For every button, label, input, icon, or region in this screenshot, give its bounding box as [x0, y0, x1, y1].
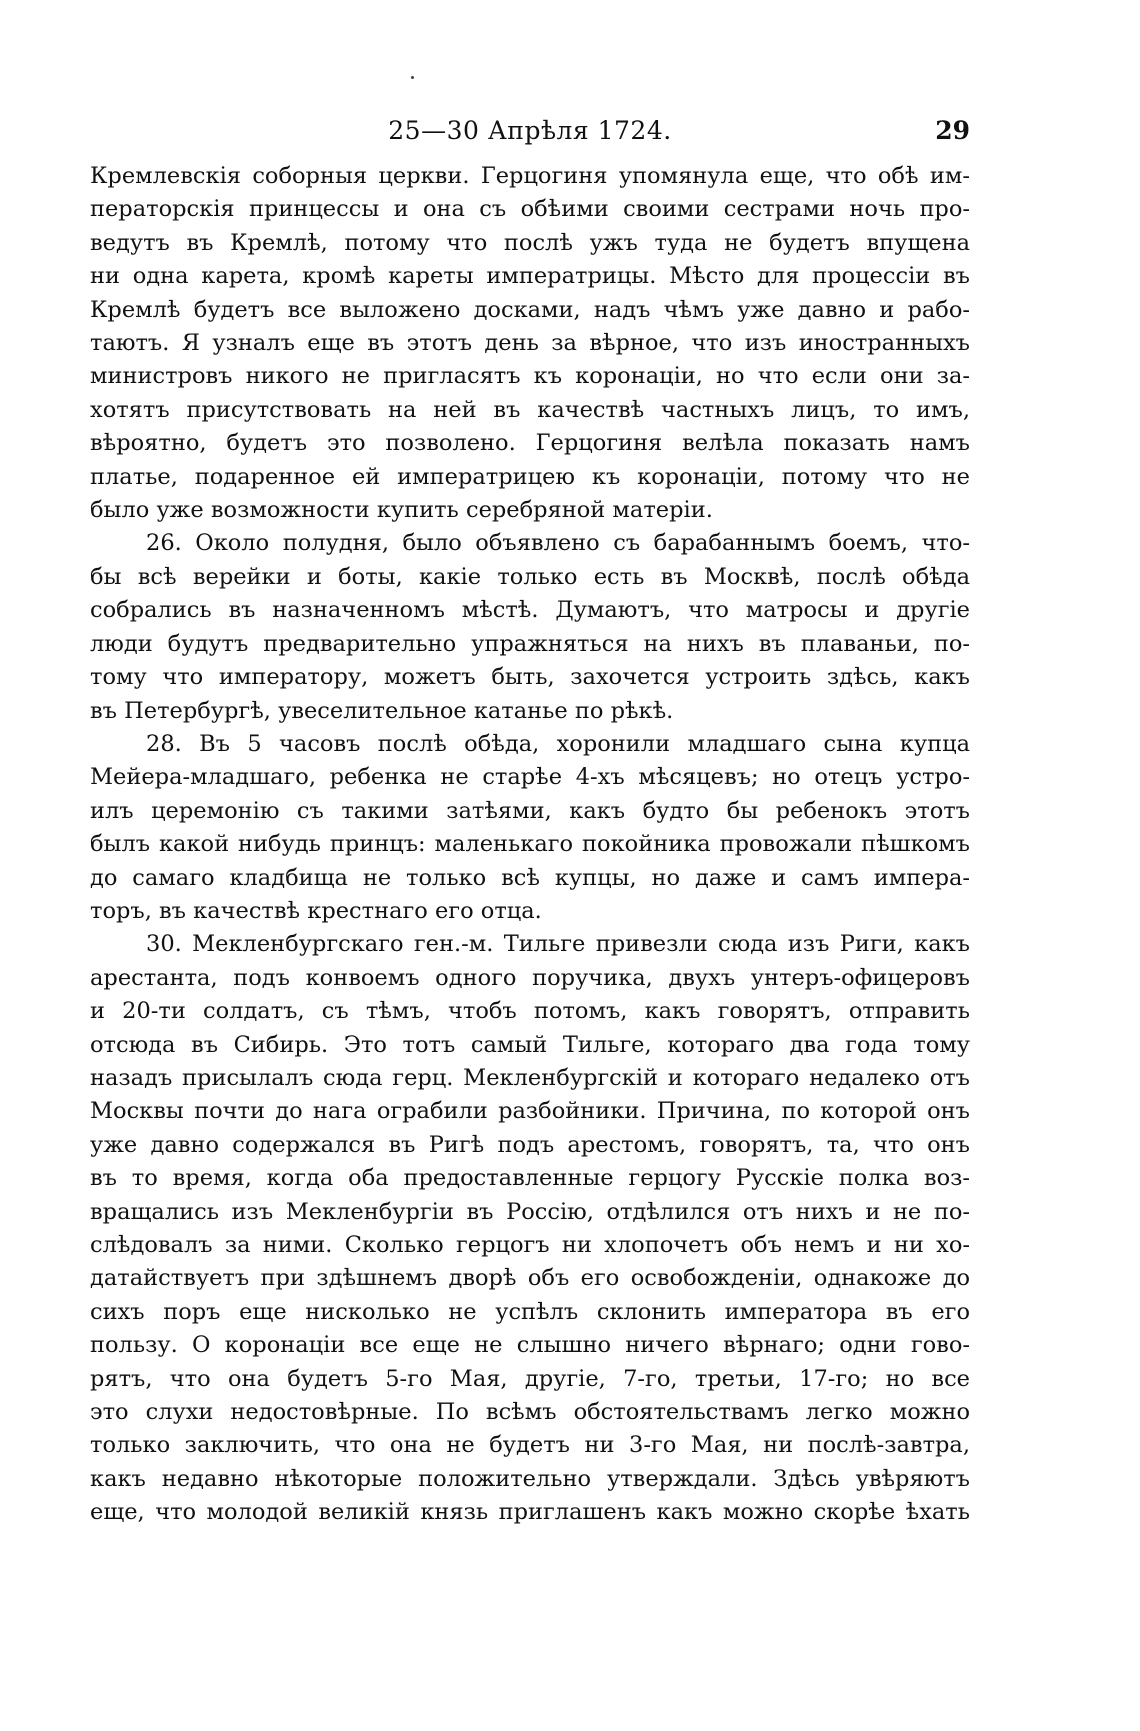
text-line: въ то время, когда оба предоставленные герцогу Русскіе полка воз-: [90, 1165, 970, 1192]
text-line: илъ церемонію съ такими затѣями, какъ будто бы ребенокъ этотъ: [90, 797, 970, 824]
text-line: Москвы почти до нага ограбили разбойники. Причина, по которой онъ: [90, 1098, 970, 1125]
text-line: только заключить, что она не будетъ ни 3-го Мая, ни послѣ-завтра,: [90, 1432, 970, 1459]
text-line: ни одна карета, кромѣ кареты императрицы. Мѣсто для процессіи въ: [90, 263, 970, 290]
text-line: датайствуетъ при здѣшнемъ дворѣ объ его освобожденіи, однакоже до: [90, 1265, 970, 1292]
text-line: пользу. О коронаціи все еще не слышно ничего вѣрнаго; одни гово-: [90, 1332, 970, 1359]
text-line: министровъ никого не пригласятъ къ коронаціи, но что если они за-: [90, 363, 970, 390]
text-line: какъ недавно нѣкоторые положительно утверждали. Здѣсь увѣряютъ: [90, 1465, 970, 1492]
text-line: ператорскія принцессы и она съ обѣими своими сестрами ночь про-: [90, 196, 970, 223]
text-line: собрались въ назначенномъ мѣстѣ. Думаютъ, что матросы и другіе: [90, 597, 970, 624]
text-line: въ Петербургѣ, увеселительное катанье по рѣкѣ.: [90, 697, 674, 724]
text-line: вѣроятно, будетъ это позволено. Герцогиня велѣла показать намъ: [90, 430, 970, 457]
text-line: вращались изъ Мекленбургіи въ Россію, отдѣлился отъ нихъ и не по-: [90, 1198, 970, 1225]
text-line: люди будутъ предварительно упражняться на нихъ въ плаваньи, по-: [90, 630, 970, 657]
text-line: таютъ. Я узналъ еще въ этотъ день за вѣрное, что изъ иностранныхъ: [90, 330, 970, 357]
text-line: торъ, въ качествѣ крестнаго его отца.: [90, 897, 542, 924]
text-line: Кремлевскія соборныя церкви. Герцогиня упомянула еще, что обѣ им-: [90, 163, 970, 189]
text-line: это слухи недостовѣрные. По всѣмъ обстоятельствамъ легко можно: [90, 1399, 970, 1426]
text-line: было уже возможности купить серебряной матеріи.: [90, 497, 713, 524]
text-line: платье, подаренное ей императрицею къ коронаціи, потому что не: [90, 463, 970, 490]
text-line: до самаго кладбища не только всѣ купцы, но даже и самъ импера-: [90, 864, 970, 891]
text-line: Кремлѣ будетъ все выложено досками, надъ чѣмъ уже давно и рабо-: [90, 296, 970, 323]
text-line: былъ какой нибудь принцъ: маленькаго покойника провожали пѣшкомъ: [90, 831, 970, 858]
text-line: отсюда въ Сибирь. Это тотъ самый Тильге, котораго два года тому: [90, 1031, 970, 1058]
text-line: еще, что молодой великій князь приглашенъ какъ можно скорѣе ѣхать: [90, 1499, 970, 1526]
text-line: 30. Мекленбургскаго ген.-м. Тильге привезли сюда изъ Риги, какъ: [146, 931, 970, 958]
text-line: 26. Около полудня, было объявлено съ барабаннымъ боемъ, что-: [146, 530, 970, 557]
text-line: ведутъ въ Кремлѣ, потому что послѣ ужъ туда не будетъ впущена: [90, 229, 970, 256]
text-line: слѣдовалъ за ними. Сколько герцогъ ни хлопочетъ объ немъ и ни хо-: [90, 1232, 970, 1258]
page-header: [90, 112, 970, 152]
text-line: хотятъ присутствовать на ней въ качествѣ частныхъ лицъ, то имъ,: [90, 396, 970, 423]
text-line: тому что императору, можетъ быть, захочется устроить здѣсь, какъ: [90, 664, 970, 691]
body-text: [90, 160, 970, 1530]
text-line: арестанта, подъ конвоемъ одного поручика, двухъ унтеръ-офицеровъ: [90, 964, 970, 991]
text-line: 28. Въ 5 часовъ послѣ обѣда, хоронили младшаго сына купца: [146, 730, 970, 757]
text-line: сихъ поръ еще нисколько не успѣлъ склонить императора въ его: [90, 1298, 970, 1325]
stray-ink-dot: [411, 76, 414, 79]
text-line: и 20-ти солдатъ, съ тѣмъ, чтобъ потомъ, какъ говорятъ, отправить: [90, 998, 970, 1025]
running-head: 25—30 Апрѣля 1724.: [388, 116, 672, 145]
text-line: назадъ присылалъ сюда герц. Мекленбургскій и котораго недалеко отъ: [90, 1064, 970, 1091]
text-line: Мейера-младшаго, ребенка не старѣе 4-хъ мѣсяцевъ; но отецъ устро-: [90, 764, 970, 791]
text-line: рятъ, что она будетъ 5-го Мая, другіе, 7-го, третьи, 17-го; но все: [90, 1365, 970, 1392]
page-number: 29: [935, 116, 970, 145]
text-line: бы всѣ верейки и боты, какіе только есть въ Москвѣ, послѣ обѣда: [90, 563, 970, 590]
text-line: уже давно содержался въ Ригѣ подъ арестомъ, говорятъ, та, что онъ: [90, 1131, 970, 1158]
